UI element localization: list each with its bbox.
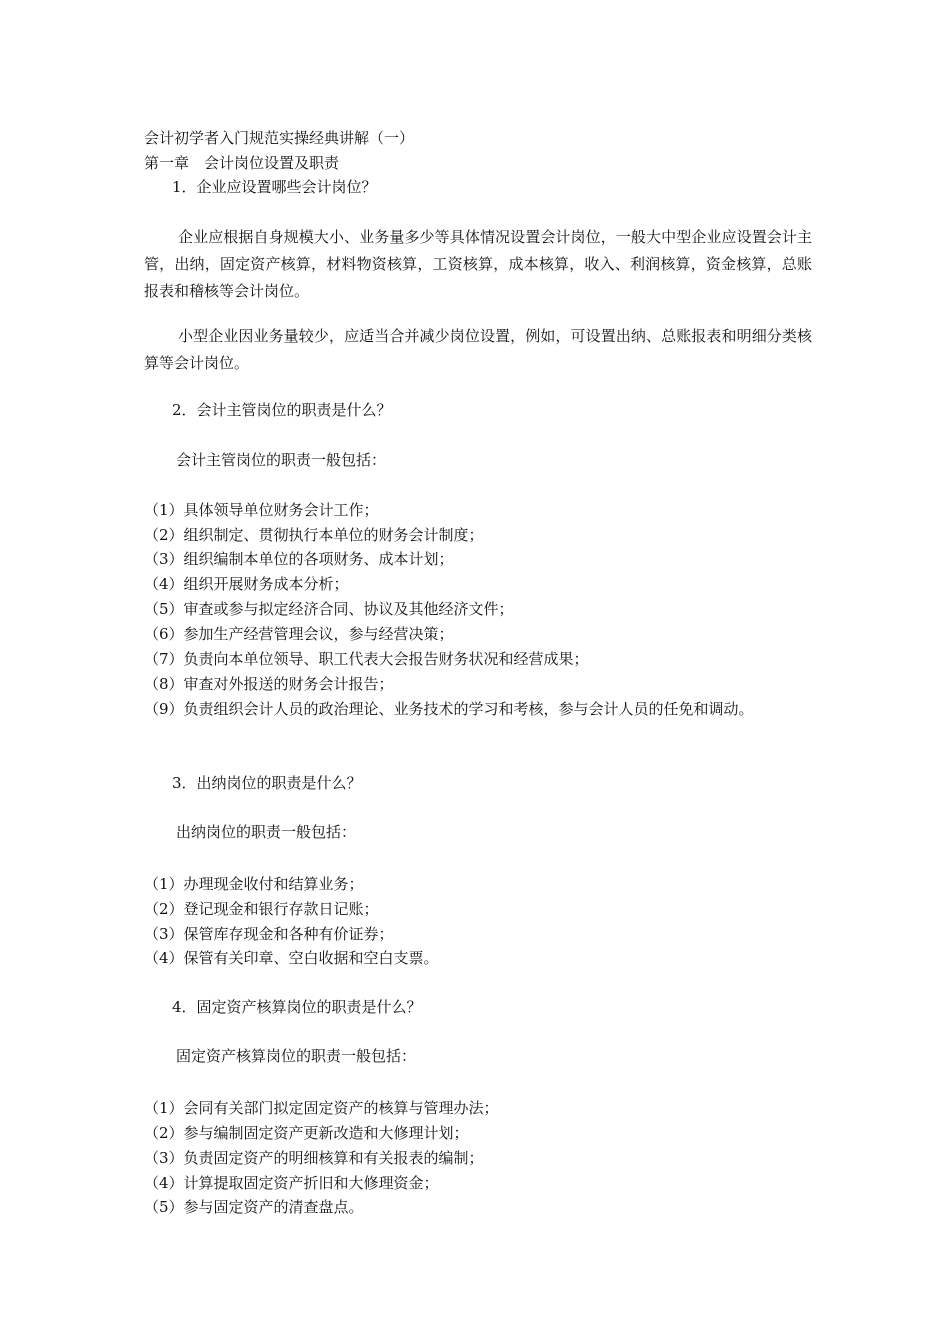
document-title: 会计初学者入门规范实操经典讲解（一）: [144, 129, 415, 147]
question-3: 3．出纳岗位的职责是什么？: [172, 774, 362, 792]
question-1: 1．企业应设置哪些会计岗位？: [172, 178, 377, 196]
q3-intro: 出纳岗位的职责一般包括：: [176, 823, 357, 841]
q2-list-item: （7）负责向本单位领导、职工代表大会报告财务状况和经营成果；: [144, 650, 589, 668]
q2-list-item: （9）负责组织会计人员的政治理论、业务技术的学习和考核，参与会计人员的任免和调动。: [144, 700, 754, 718]
q2-list-item: （4）组织开展财务成本分析；: [144, 575, 349, 593]
q3-list-item: （1）办理现金收付和结算业务；: [144, 875, 364, 893]
q3-list-item: （3）保管库存现金和各种有价证券；: [144, 925, 394, 943]
q4-list-item: （3）负责固定资产的明细核算和有关报表的编制；: [144, 1149, 484, 1167]
q2-list-item: （1）具体领导单位财务会计工作；: [144, 501, 379, 519]
q2-list-item: （6）参加生产经营管理会议，参与经营决策；: [144, 625, 454, 643]
chapter-heading: 第一章 会计岗位设置及职责: [144, 154, 340, 172]
q1-paragraph-1: 企业应根据自身规模大小、业务量多少等具体情况设置会计岗位，一般大中型企业应设置会计主管，出纳，固定资产核算，材料物资核算，工资核算，成本核算，收入、利润核算，资金核算，总账报表和稽核等会计岗位。: [144, 228, 812, 300]
q1-paragraph-2: 小型企业因业务量较少，应适当合并减少岗位设置，例如，可设置出纳、总账报表和明细分类核算等会计岗位。: [144, 327, 812, 372]
q2-list-item: （3）组织编制本单位的各项财务、成本计划；: [144, 550, 454, 568]
q2-intro: 会计主管岗位的职责一般包括：: [176, 451, 387, 469]
q4-intro: 固定资产核算岗位的职责一般包括：: [176, 1047, 417, 1065]
question-2: 2．会计主管岗位的职责是什么？: [172, 401, 392, 419]
q2-list-item: （2）组织制定、贯彻执行本单位的财务会计制度；: [144, 526, 484, 544]
q3-list-item: （2）登记现金和银行存款日记账；: [144, 900, 379, 918]
q4-list-item: （2）参与编制固定资产更新改造和大修理计划；: [144, 1124, 469, 1142]
q4-list-item: （4）计算提取固定资产折旧和大修理资金；: [144, 1174, 439, 1192]
q3-list-item: （4）保管有关印章、空白收据和空白支票。: [144, 949, 439, 967]
question-4: 4．固定资产核算岗位的职责是什么？: [172, 998, 422, 1016]
q2-list-item: （5）审查或参与拟定经济合同、协议及其他经济文件；: [144, 600, 514, 618]
q4-list-item: （1）会同有关部门拟定固定资产的核算与管理办法；: [144, 1099, 499, 1117]
q2-list-item: （8）审查对外报送的财务会计报告；: [144, 675, 394, 693]
q4-list-item: （5）参与固定资产的清查盘点。: [144, 1198, 364, 1216]
